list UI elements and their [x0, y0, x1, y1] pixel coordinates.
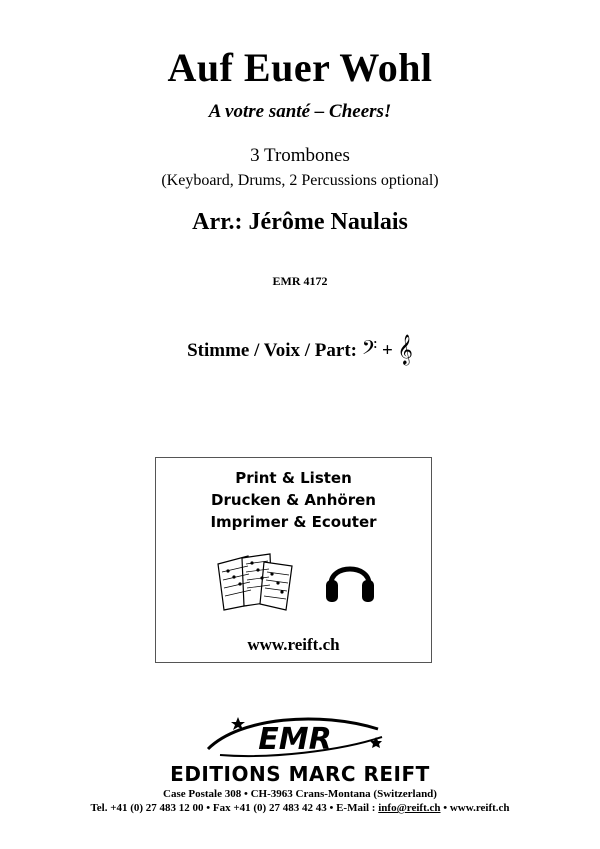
part-plus: +: [377, 339, 398, 361]
emr-logo: [200, 711, 390, 763]
promo-line-print-listen: Print & Listen: [235, 469, 352, 487]
part-label: Stimme / Voix / Part:: [187, 339, 358, 361]
contact-phone-fax: Tel. +41 (0) 27 483 12 00 • Fax +41 (0) 27 483 42 43 • E-Mail :: [90, 802, 379, 814]
promo-line-drucken: Drucken & Anhören: [211, 491, 376, 509]
catalog-number: EMR 4172: [272, 274, 328, 288]
treble-clef-icon: 𝄞: [397, 335, 413, 365]
promo-url: www.reift.ch: [247, 635, 340, 654]
part-line: [0, 336, 600, 367]
bass-clef-icon: 𝄢: [361, 335, 378, 364]
publisher-name: EDITIONS MARC REIFT: [170, 762, 430, 786]
arranger: Arr.: Jérôme Naulais: [192, 209, 408, 235]
instrumentation: 3 Trombones: [250, 145, 350, 166]
title: Auf Euer Wohl: [167, 45, 433, 90]
email-link[interactable]: info@reift.ch: [378, 802, 441, 814]
promo-box: [155, 457, 432, 663]
publisher-contact: [0, 802, 600, 814]
logo-text: EMR: [258, 722, 332, 757]
contact-website: • www.reift.ch: [440, 802, 510, 814]
publisher-address: Case Postale 308 • CH-3963 Crans-Montana (Switzerland): [163, 788, 437, 800]
promo-line-imprimer: Imprimer & Ecouter: [210, 513, 377, 531]
sheet-music-icon: [214, 550, 298, 612]
subtitle: A votre santé – Cheers!: [208, 101, 392, 122]
instrumentation-note: (Keyboard, Drums, 2 Percussions optional): [161, 172, 439, 189]
headphones-icon: [321, 550, 379, 608]
